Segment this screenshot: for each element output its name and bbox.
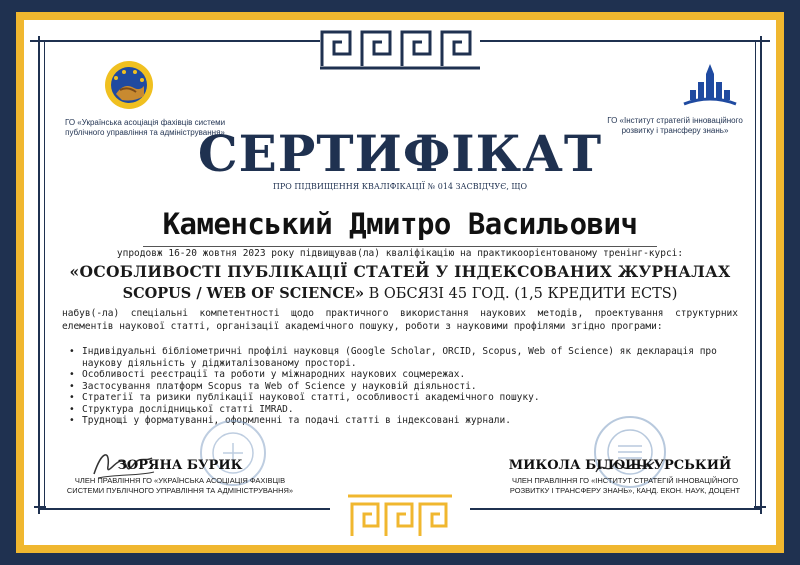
greek-key-ornament-icon — [344, 490, 456, 540]
program-item: • Особливості реєстрації та роботи у міжнародних наукових соцмережах. — [64, 369, 744, 381]
signatory-right-position: ЧЛЕН ПРАВЛІННЯ ГО «ІНСТИТУТ СТРАТЕГІЙ ІННОВАЦІЙНОГО РОЗВИТКУ І ТРАНСФЕРУ ЗНАНЬ», КАНД. ЕКОН. НАУК, ДОЦЕНТ — [509, 476, 741, 495]
course-title-line2 — [0, 285, 800, 302]
program-item: • Труднощі у форматуванні, оформленні та подачі статті в індексовані журнали. — [64, 415, 744, 427]
left-organization-name: ГО «Українська асоціація фахівців системи публічного управління та адміністрування» — [64, 118, 226, 137]
program-item: • Індивідуальні бібліометричні профілі науковця (Google Scholar, ORCID, Scopus, Web of Science) як декларація про наукову діяльність у діджиталізованому просторі. — [64, 346, 744, 369]
course-hours: В ОБСЯЗІ 45 ГОД. (1,5 КРЕДИТИ ECTS) — [364, 286, 678, 302]
training-period: упродовж 16-20 жовтня 2023 року підвищував(ла) кваліфікацію на практикоорієнтованому тренінг-курсі: — [116, 248, 684, 259]
certificate-title: СЕРТИФІКАТ — [197, 124, 603, 183]
right-organization-name: ГО «Інститут стратегій інноваційного розвитку і трансферу знань» — [607, 116, 743, 135]
left-org-logo-icon — [104, 60, 154, 110]
recipient-underline — [143, 246, 657, 247]
signatory-left-position: ЧЛЕН ПРАВЛІННЯ ГО «УКРАЇНСЬКА АСОЦІАЦІЯ ФАХІВЦІВ СИСТЕМИ ПУБЛІЧНОГО УПРАВЛІННЯ ТА АДМІНІСТРУВАННЯ» — [66, 476, 294, 495]
signatory-left-name: ЗОРЯНА БУРИК — [117, 458, 243, 473]
signatory-right-name: МИКОЛА БІЛОШКУРСЬКИЙ — [508, 458, 732, 473]
greek-key-ornament-icon — [318, 24, 482, 72]
program-item: • Стратегії та ризики публікації наукової статті, особливості академічного пошуку. — [64, 392, 744, 404]
course-title-bold: SCOPUS / WEB OF SCIENCE» — [122, 285, 365, 302]
competence-description: набув(-ла) спеціальні компетентності щодо практичного використання наукових методів, проектування структурних елементів наукової статті, організації академічного пошуку, роботи з науковими профілями згідно програми: — [62, 308, 738, 332]
program-item: • Структура дослідницької статті IMRAD. — [64, 404, 744, 416]
course-title-line1: «ОСОБЛИВОСТІ ПУБЛІКАЦІЇ СТАТЕЙ У ІНДЕКСОВАНИХ ЖУРНАЛАХ — [69, 262, 731, 281]
right-org-logo-icon — [680, 60, 740, 108]
recipient-name: Каменський Дмитро Васильович — [162, 207, 638, 241]
certificate-subtitle: ПРО ПІДВИЩЕННЯ КВАЛІФІКАЦІЇ № 014 ЗАСВІДЧУЄ, ЩО — [272, 182, 528, 191]
program-item: • Застосування платформ Scopus та Web of Science у науковій діяльності. — [64, 381, 744, 393]
